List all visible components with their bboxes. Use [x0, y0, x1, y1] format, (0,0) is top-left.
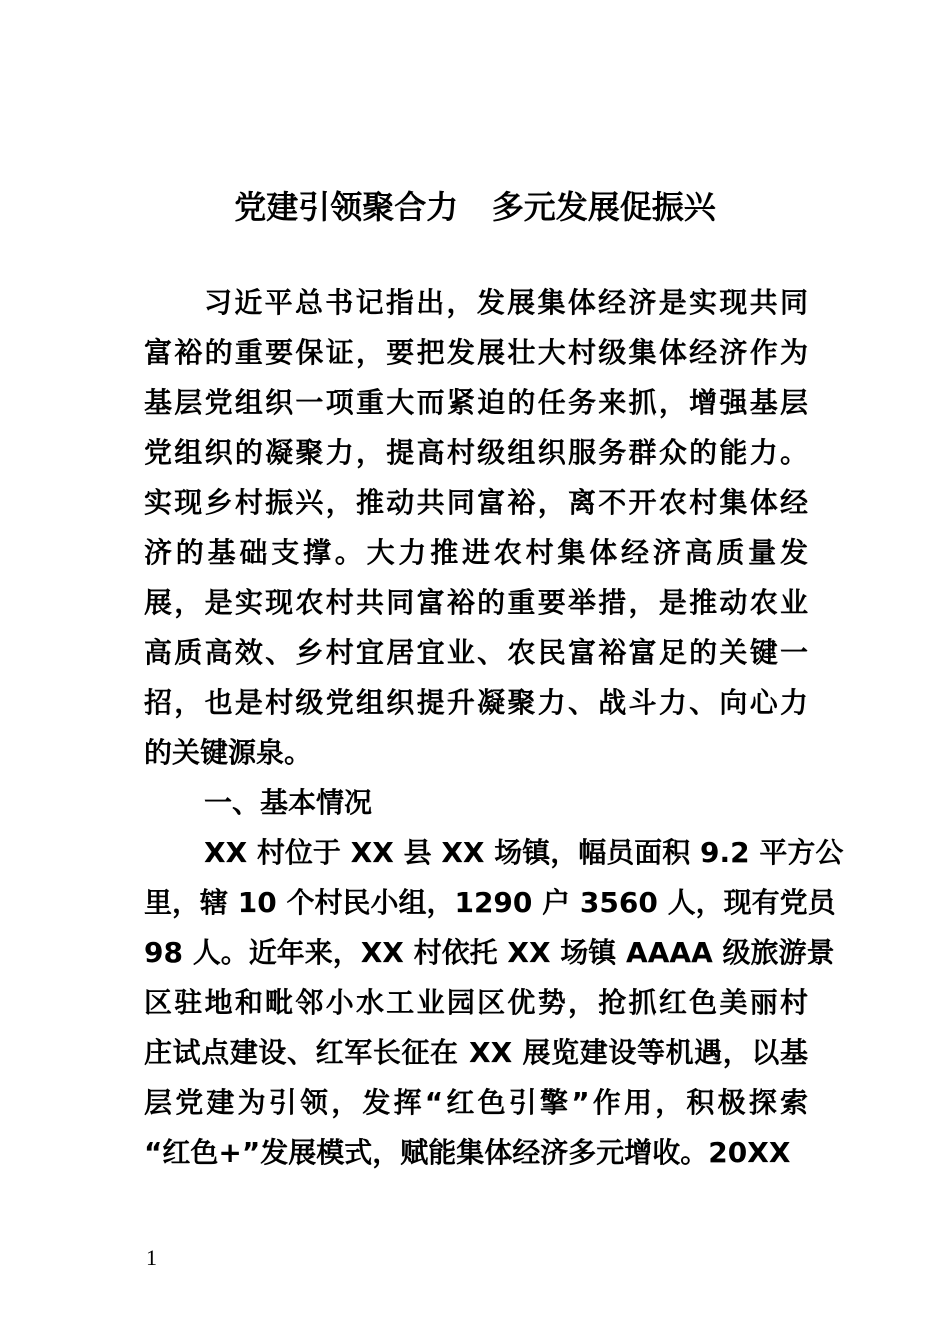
- page-number: 1: [146, 1245, 157, 1270]
- text-line: 习近平总书记指出，发展集体经济是实现共同: [204, 286, 808, 319]
- paragraph: [144, 278, 808, 778]
- text-line: 富裕的重要保证，要把发展壮大村级集体经济作为: [144, 336, 808, 369]
- text-line: 党组织的凝聚力，提高村级组织服务群众的能力。: [144, 436, 808, 469]
- text-line: XX 村位于 XX 县 XX 场镇，幅员面积 9.2 平方公: [204, 836, 844, 869]
- paragraph: [144, 828, 844, 1178]
- text-line: 济的基础支撑。大力推进农村集体经济高质量发: [144, 536, 808, 569]
- text-line: 展，是实现农村共同富裕的重要举措，是推动农业: [144, 586, 808, 619]
- text-line: 基层党组织一项重大而紧迫的任务来抓，增强基层: [144, 386, 808, 419]
- text-line: 里，辖 10 个村民小组，1290 户 3560 人，现有党员: [144, 886, 836, 919]
- text-line: 一、基本情况: [204, 786, 373, 819]
- paragraph: [144, 778, 808, 828]
- text-line: 实现乡村振兴，推动共同富裕，离不开农村集体经: [144, 486, 808, 519]
- text-line: 98 人。近年来，XX 村依托 XX 场镇 AAAA 级旅游景: [144, 936, 835, 969]
- text-line: 高质高效、乡村宜居宜业、农民富裕富足的关键一: [144, 636, 808, 669]
- text-line: 层党建为引领，发挥“红色引擎”作用，积极探索: [144, 1086, 808, 1119]
- text-line: 区驻地和毗邻小水工业园区优势，抢抓红色美丽村: [144, 986, 808, 1019]
- text-line: “红色+”发展模式，赋能集体经济多元增收。20XX: [144, 1136, 791, 1169]
- document-title: 党建引领聚合力 多元发展促振兴: [234, 188, 716, 226]
- text-line: 招，也是村级党组织提升凝聚力、战斗力、向心力: [144, 686, 808, 719]
- document-body: [144, 278, 844, 1178]
- text-line: 庄试点建设、红军长征在 XX 展览建设等机遇，以基: [144, 1036, 808, 1069]
- text-line: 的关键源泉。: [144, 736, 313, 769]
